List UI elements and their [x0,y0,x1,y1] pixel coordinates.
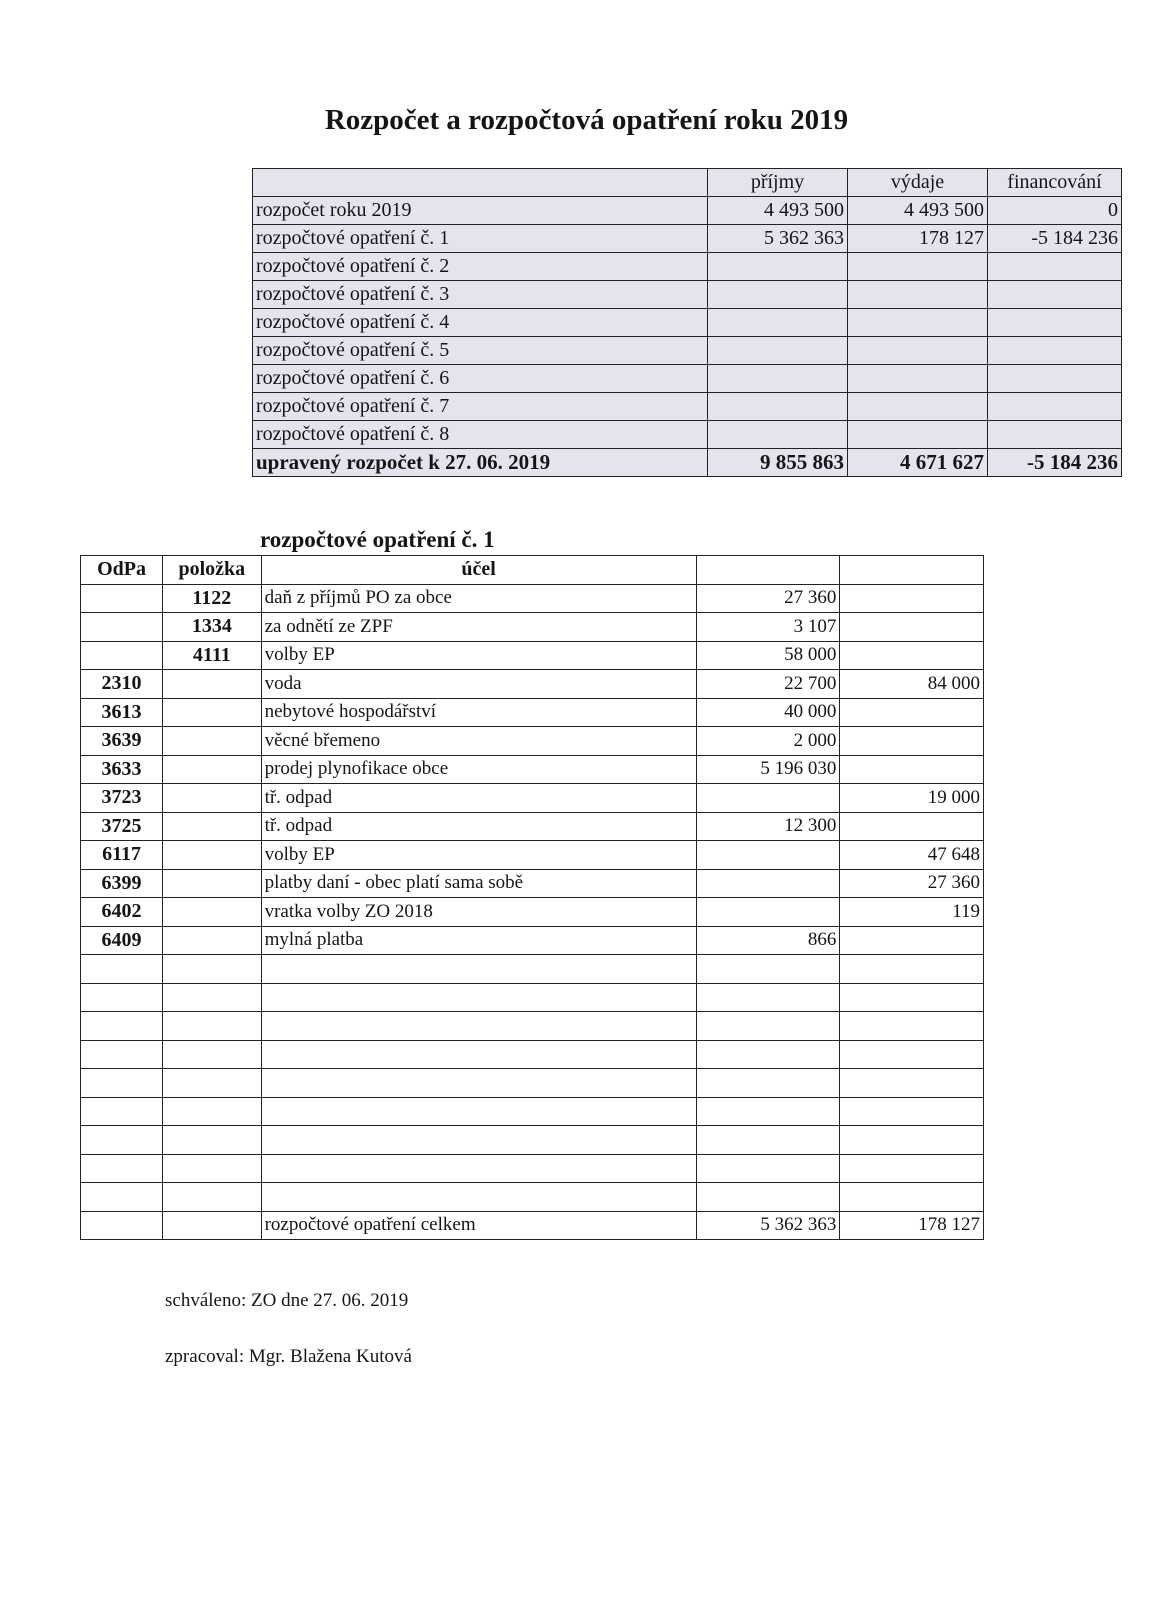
detail-vydaje [840,955,984,984]
detail-row [81,983,984,1012]
summary-vydaje [848,421,988,449]
detail-polozka [163,841,262,870]
detail-row [81,613,984,642]
detail-odpa: 6117 [81,841,163,870]
detail-row [81,1183,984,1212]
detail-prijmy [696,1183,840,1212]
summary-row [253,365,1122,393]
detail-vydaje [840,1097,984,1126]
detail-ucel [261,1069,696,1098]
detail-polozka [163,926,262,955]
summary-header-financovani: financování [988,169,1122,197]
detail-polozka [163,1040,262,1069]
detail-polozka [163,1012,262,1041]
summary-prijmy [708,309,848,337]
detail-vydaje [840,1069,984,1098]
detail-prijmy: 27 360 [696,584,840,613]
summary-row [253,309,1122,337]
detail-prijmy: 2 000 [696,727,840,756]
detail-prijmy: 3 107 [696,613,840,642]
detail-polozka [163,670,262,699]
detail-prijmy [696,1097,840,1126]
summary-header-row [253,169,1122,197]
prepared-note: zpracoval: Mgr. Blažena Kutová [165,1346,412,1367]
detail-odpa: 6399 [81,869,163,898]
detail-prijmy [696,1040,840,1069]
detail-total-empty [163,1211,262,1240]
summary-label: rozpočtové opatření č. 7 [253,393,708,421]
detail-vydaje [840,1040,984,1069]
detail-odpa: 3725 [81,812,163,841]
detail-vydaje [840,613,984,642]
summary-financovani [988,337,1122,365]
detail-prijmy: 40 000 [696,698,840,727]
detail-vydaje [840,1154,984,1183]
detail-prijmy [696,1012,840,1041]
detail-row [81,1069,984,1098]
detail-vydaje: 47 648 [840,841,984,870]
detail-row [81,1154,984,1183]
detail-row [81,584,984,613]
detail-prijmy: 12 300 [696,812,840,841]
detail-row [81,641,984,670]
detail-header-row [81,556,984,585]
detail-odpa [81,584,163,613]
summary-financovani [988,253,1122,281]
summary-total-prijmy: 9 855 863 [708,449,848,477]
detail-prijmy [696,1154,840,1183]
detail-prijmy [696,955,840,984]
summary-label: rozpočtové opatření č. 3 [253,281,708,309]
detail-vydaje: 27 360 [840,869,984,898]
detail-ucel: věcné břemeno [261,727,696,756]
detail-vydaje: 19 000 [840,784,984,813]
detail-ucel: nebytové hospodářství [261,698,696,727]
detail-row [81,869,984,898]
detail-ucel: prodej plynofikace obce [261,755,696,784]
summary-financovani: 0 [988,197,1122,225]
summary-label: rozpočtové opatření č. 4 [253,309,708,337]
summary-financovani [988,309,1122,337]
detail-prijmy [696,841,840,870]
summary-label: rozpočtové opatření č. 6 [253,365,708,393]
detail-ucel: volby EP [261,841,696,870]
detail-row [81,1097,984,1126]
detail-header-polozka: položka [163,556,262,585]
summary-financovani [988,281,1122,309]
detail-title: rozpočtové opatření č. 1 [260,527,495,552]
detail-row [81,670,984,699]
summary-vydaje [848,309,988,337]
summary-financovani [988,421,1122,449]
detail-odpa: 3613 [81,698,163,727]
detail-ucel: volby EP [261,641,696,670]
summary-prijmy: 4 493 500 [708,197,848,225]
detail-row [81,1040,984,1069]
detail-prijmy: 22 700 [696,670,840,699]
detail-header-prijmy [696,556,840,585]
summary-total-vydaje: 4 671 627 [848,449,988,477]
detail-vydaje [840,698,984,727]
detail-polozka [163,955,262,984]
summary-label: rozpočtové opatření č. 5 [253,337,708,365]
detail-row [81,955,984,984]
detail-odpa [81,1040,163,1069]
summary-vydaje [848,337,988,365]
detail-vydaje [840,926,984,955]
detail-odpa: 3723 [81,784,163,813]
detail-odpa [81,1097,163,1126]
summary-header-prijmy: příjmy [708,169,848,197]
summary-header-empty [253,169,708,197]
page-title: Rozpočet a rozpočtová opatření roku 2019 [324,104,849,136]
summary-row [253,197,1122,225]
detail-odpa [81,1183,163,1212]
detail-prijmy [696,1069,840,1098]
detail-ucel: mylná platba [261,926,696,955]
detail-vydaje [840,584,984,613]
detail-odpa [81,1069,163,1098]
detail-row [81,1012,984,1041]
detail-odpa [81,1154,163,1183]
detail-odpa: 2310 [81,670,163,699]
summary-table [252,168,1122,477]
detail-ucel: platby daní - obec platí sama sobě [261,869,696,898]
detail-prijmy [696,898,840,927]
detail-odpa [81,955,163,984]
summary-vydaje: 4 493 500 [848,197,988,225]
summary-row [253,337,1122,365]
detail-polozka [163,898,262,927]
detail-odpa [81,1012,163,1041]
detail-odpa [81,641,163,670]
detail-ucel [261,1126,696,1155]
summary-row [253,393,1122,421]
detail-row [81,784,984,813]
detail-odpa: 6402 [81,898,163,927]
detail-polozka [163,698,262,727]
summary-total-label: upravený rozpočet k 27. 06. 2019 [253,449,708,477]
summary-total-row [253,449,1122,477]
detail-vydaje [840,812,984,841]
detail-polozka [163,869,262,898]
summary-prijmy [708,365,848,393]
detail-vydaje [840,755,984,784]
detail-total-row [81,1211,984,1240]
detail-row [81,898,984,927]
detail-prijmy: 5 196 030 [696,755,840,784]
summary-prijmy [708,393,848,421]
detail-prijmy: 866 [696,926,840,955]
detail-ucel: za odnětí ze ZPF [261,613,696,642]
detail-vydaje [840,1183,984,1212]
summary-row [253,225,1122,253]
detail-row [81,812,984,841]
detail-vydaje [840,1126,984,1155]
detail-row [81,841,984,870]
detail-odpa [81,983,163,1012]
summary-prijmy: 5 362 363 [708,225,848,253]
detail-polozka [163,727,262,756]
summary-vydaje [848,253,988,281]
summary-vydaje [848,365,988,393]
detail-total-label: rozpočtové opatření celkem [261,1211,696,1240]
detail-vydaje [840,1012,984,1041]
detail-polozka [163,1097,262,1126]
summary-prijmy [708,281,848,309]
detail-ucel [261,1012,696,1041]
summary-row [253,253,1122,281]
detail-prijmy [696,983,840,1012]
detail-polozka [163,983,262,1012]
detail-prijmy [696,869,840,898]
detail-ucel: tř. odpad [261,784,696,813]
detail-row [81,755,984,784]
summary-vydaje [848,281,988,309]
detail-polozka [163,1069,262,1098]
detail-prijmy [696,1126,840,1155]
detail-ucel [261,1040,696,1069]
detail-odpa: 3639 [81,727,163,756]
detail-ucel [261,955,696,984]
detail-header-odpa: OdPa [81,556,163,585]
detail-vydaje: 119 [840,898,984,927]
detail-polozka [163,755,262,784]
detail-polozka [163,812,262,841]
detail-polozka: 4111 [163,641,262,670]
detail-ucel: vratka volby ZO 2018 [261,898,696,927]
detail-polozka [163,1183,262,1212]
summary-financovani [988,365,1122,393]
detail-vydaje: 84 000 [840,670,984,699]
detail-total-vydaje: 178 127 [840,1211,984,1240]
summary-label: rozpočet roku 2019 [253,197,708,225]
summary-row [253,421,1122,449]
detail-vydaje [840,983,984,1012]
detail-row [81,926,984,955]
detail-vydaje [840,727,984,756]
summary-row [253,281,1122,309]
detail-polozka: 1334 [163,613,262,642]
summary-label: rozpočtové opatření č. 8 [253,421,708,449]
detail-row [81,698,984,727]
summary-prijmy [708,253,848,281]
summary-prijmy [708,421,848,449]
detail-odpa [81,613,163,642]
summary-label: rozpočtové opatření č. 1 [253,225,708,253]
approved-note: schváleno: ZO dne 27. 06. 2019 [165,1290,409,1311]
detail-ucel: daň z příjmů PO za obce [261,584,696,613]
detail-ucel [261,1097,696,1126]
detail-odpa: 6409 [81,926,163,955]
detail-vydaje [840,641,984,670]
summary-total-financovani: -5 184 236 [988,449,1122,477]
detail-polozka: 1122 [163,584,262,613]
detail-odpa [81,1126,163,1155]
detail-polozka [163,1126,262,1155]
detail-odpa: 3633 [81,755,163,784]
detail-ucel: voda [261,670,696,699]
summary-vydaje [848,393,988,421]
detail-ucel [261,1183,696,1212]
detail-polozka [163,1154,262,1183]
summary-financovani: -5 184 236 [988,225,1122,253]
detail-ucel [261,983,696,1012]
detail-ucel [261,1154,696,1183]
detail-header-ucel: účel [261,556,696,585]
detail-row [81,1126,984,1155]
summary-header-vydaje: výdaje [848,169,988,197]
detail-prijmy [696,784,840,813]
detail-polozka [163,784,262,813]
detail-header-vydaje [840,556,984,585]
summary-label: rozpočtové opatření č. 2 [253,253,708,281]
detail-total-prijmy: 5 362 363 [696,1211,840,1240]
detail-table [80,555,984,1240]
detail-prijmy: 58 000 [696,641,840,670]
summary-vydaje: 178 127 [848,225,988,253]
detail-ucel: tř. odpad [261,812,696,841]
detail-row [81,727,984,756]
detail-total-empty [81,1211,163,1240]
summary-prijmy [708,337,848,365]
summary-financovani [988,393,1122,421]
